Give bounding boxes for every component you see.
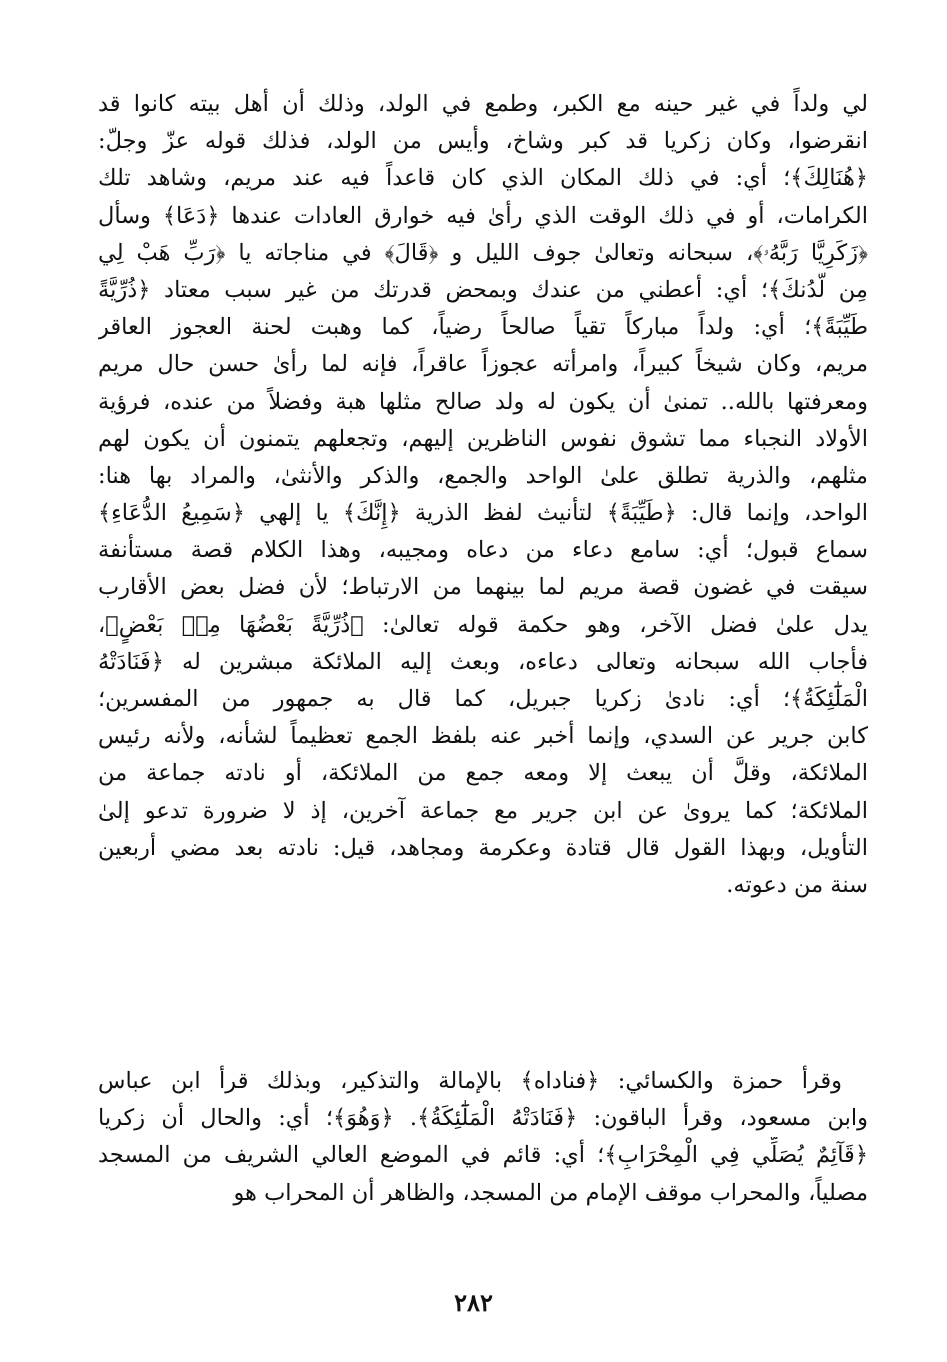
text-line: ومعرفتها بالله.. تمنىٰ أن يكون له ولد صالح مثلها هبة وفضلاً من عنده، فرؤية [98, 388, 868, 415]
text-line: وقرأ حمزة والكسائي: ﴿فناداه﴾ بالإمالة والتذكير، وبذلك قرأ ابن عباس [98, 1068, 842, 1094]
text-line: وابن مسعود، وقرأ الباقون: ﴿فَنَادَتْهُ الْمَلَٰٓئِكَةُ﴾. ﴿وَهُوَ﴾؛ أي: والحال أن زكريا [98, 1105, 868, 1132]
text-line: انقرضوا، وكان زكريا قد كبر وشاخ، وأيس من الولد، فذلك قوله عزّ وجلّ: [98, 128, 868, 155]
text-line: يدل علىٰ فضل الآخر، وهو حكمة قوله تعالىٰ: ﴿ذُرِّيَّةً بَعْضُهَا مِنۢ بَعْضٍ﴾، [98, 611, 868, 638]
text-line: مثلهم، والذرية تطلق علىٰ الواحد والجمع، والذكر والأنثىٰ، والمراد بها هنا: [98, 462, 868, 489]
text-line: الكرامات، أو في ذلك الوقت الذي رأىٰ فيه خوارق العادات عندها ﴿دَعَا﴾ وسأل [98, 202, 868, 229]
text-line: الواحد، وإنما قال: ﴿طَيِّبَةً﴾ لتأنيث لفظ الذرية ﴿إِنَّكَ﴾ يا إلهي ﴿سَمِيعُ الدُّعَاءِ﴾ [98, 500, 868, 527]
text-line: مِن لَّدُنكَ﴾؛ أي: أعطني من عندك وبمحض قدرتك من غير سبب معتاد ﴿ذُرِّيَّةً [98, 276, 868, 303]
text-line: كابن جرير عن السدي، وإنما أخبر عنه بلفظ الجمع تعظيماً لشأنه، ولأنه رئيس [98, 723, 868, 750]
text-line: لي ولداً في غير حينه مع الكبر، وطمع في الولد، وذلك أن أهل بيته كانوا قد [98, 91, 868, 117]
page-number: ٢٨٢ [454, 1288, 493, 1317]
text-line: ﴿قَآئِمٌ يُصَلِّي فِي الْمِحْرَابِ﴾؛ أي: قائم في الموضع العالي الشريف من المسجد [98, 1142, 868, 1169]
text-line: الملائكة؛ كما يروىٰ عن ابن جرير مع جماعة آخرين، إذ لا ضرورة تدعو إلىٰ [98, 797, 868, 824]
paragraph-2 [98, 1063, 868, 1212]
text-line: الملائكة، وقلَّ أن يبعث إلا ومعه جمع من الملائكة، أو نادته جماعة من [98, 760, 868, 787]
text-line: مريم، وكان شيخاً كبيراً، وامرأته عجوزاً عاقراً، فإنه لما رأىٰ حسن حال مريم [98, 351, 868, 378]
text-line: فأجاب الله سبحانه وتعالى دعاءه، وبعث إليه الملائكة مبشرين له ﴿فَنَادَتْهُ [98, 648, 868, 675]
text-line: ﴿زَكَرِيَّا رَبَّهُۥ﴾، سبحانه وتعالىٰ جوف الليل و ﴿قَالَ﴾ في مناجاته يا ﴿رَبِّ هَبْ لِي [98, 239, 868, 266]
text-line: سماع قبول؛ أي: سامع دعاء من دعاه ومجيبه، وهذا الكلام قصة مستأنفة [98, 537, 868, 564]
text-line: سيقت في غضون قصة مريم لما بينهما من الارتباط؛ لأن فضل بعض الأقارب [98, 574, 868, 601]
text-line: الأولاد النجباء مما تشوق نفوس الناظرين إليهم، وتجعلهم يتمنون أن يكون لهم [98, 425, 868, 452]
text-line: الْمَلَٰٓئِكَةُ﴾؛ أي: نادىٰ زكريا جبريل، كما قال به جمهور من المفسرين؛ [98, 686, 868, 712]
text-line: سنة من دعوته. [726, 871, 868, 898]
text-line: طَيِّبَةً﴾؛ أي: ولداً مباركاً تقياً صالحاً رضياً، كما وهبت لحنة العجوز العاقر [98, 314, 868, 341]
paragraph-1 [98, 86, 868, 904]
text-line: التأويل، وبهذا القول قال قتادة وعكرمة ومجاهد، قيل: نادته بعد مضي أربعين [98, 834, 868, 861]
text-line: مصلياً، والمحراب موقف الإمام من المسجد، والظاهر أن المحراب هو [233, 1179, 868, 1206]
text-line: ﴿هُنَالِكَ﴾؛ أي: في ذلك المكان الذي كان قاعداً فيه عند مريم، وشاهد تلك [98, 165, 868, 192]
